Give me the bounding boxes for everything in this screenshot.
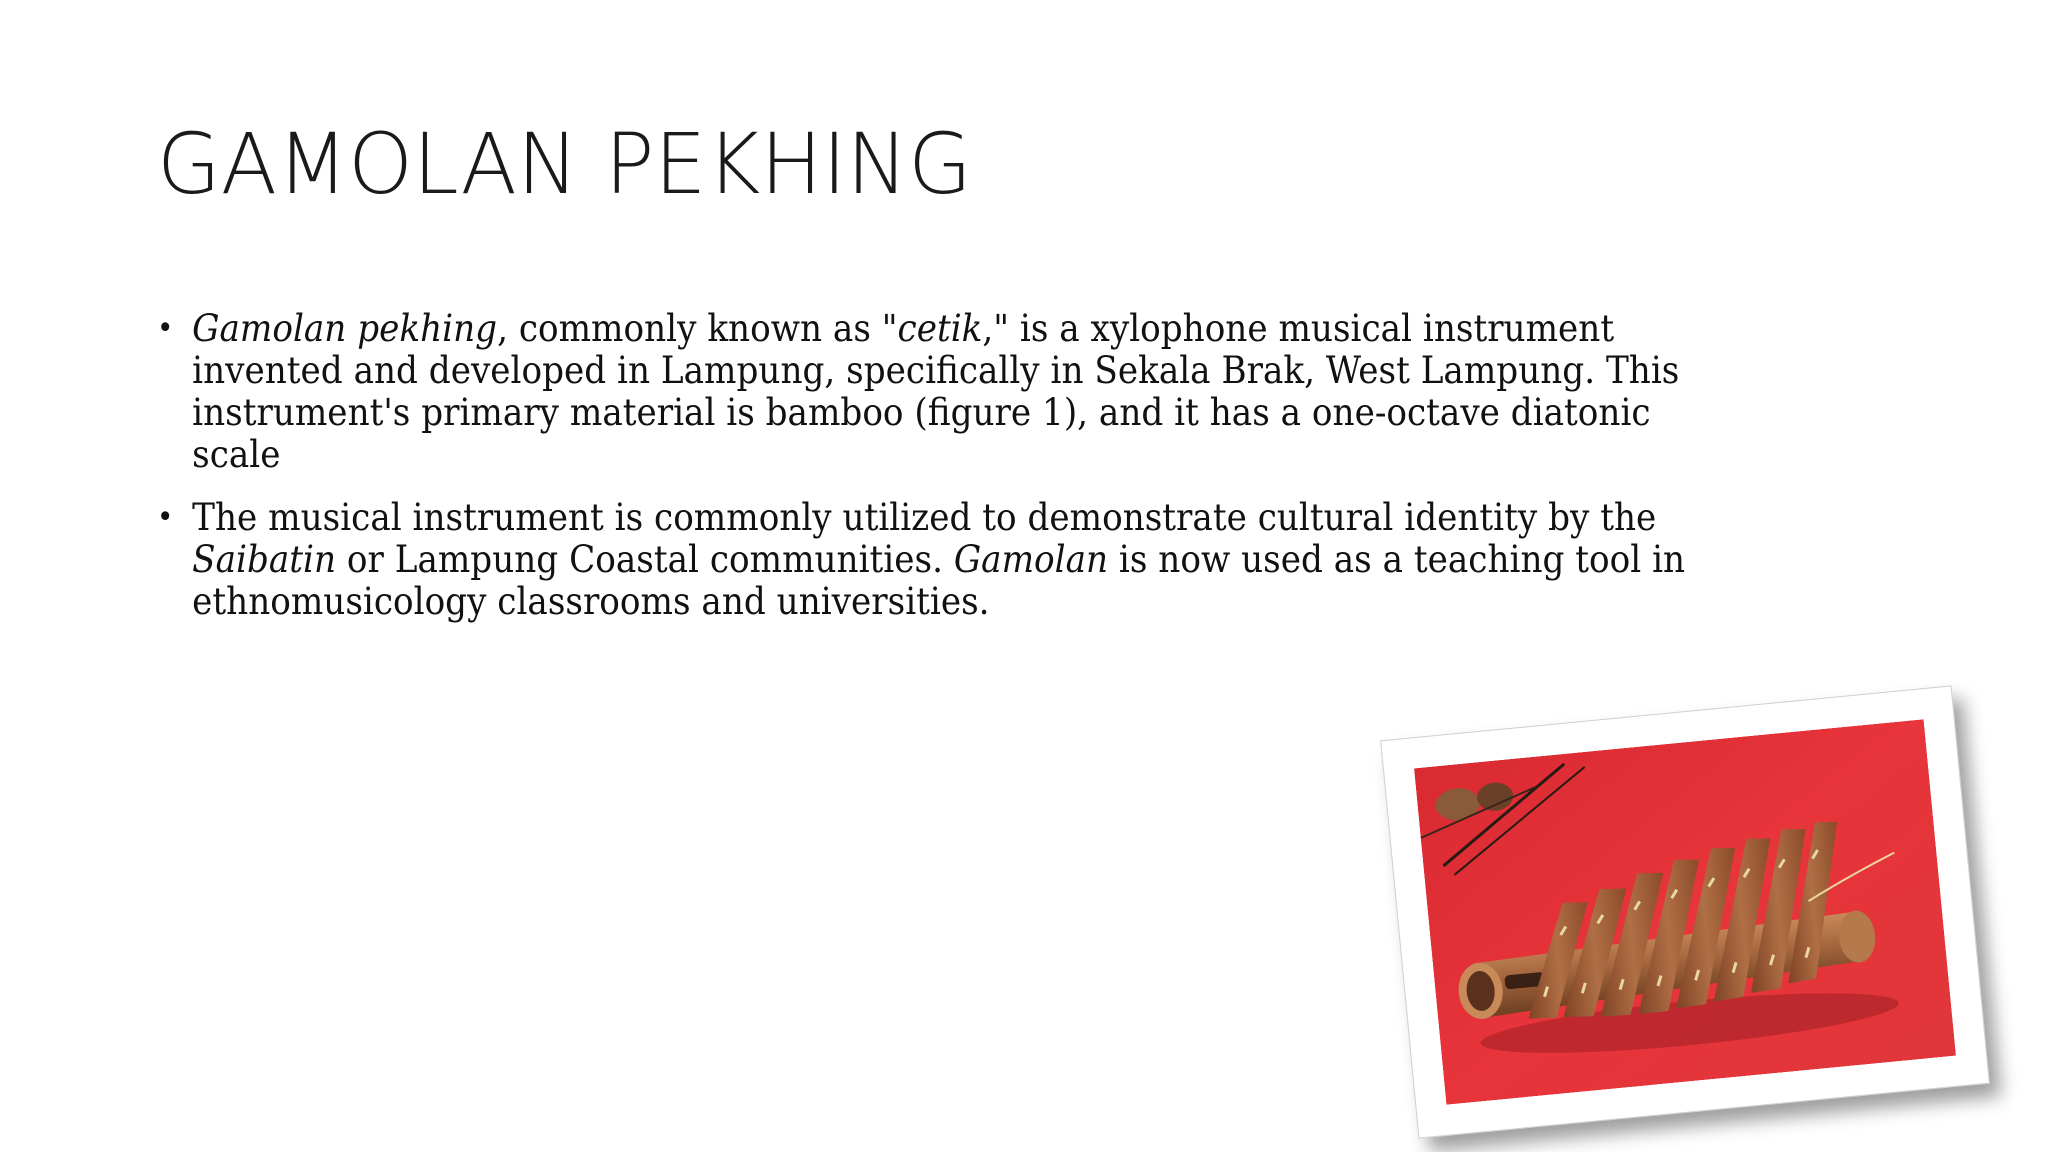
bullet-text: The musical instrument is commonly utilized to demonstrate cultural identity by the bbox=[192, 496, 1657, 539]
bullet-text-italic: Gamolan pekhing bbox=[192, 307, 498, 350]
bullet-dot-icon: • bbox=[157, 311, 174, 346]
bullet-list bbox=[157, 308, 1730, 644]
figure-photo-frame bbox=[1380, 685, 1990, 1138]
bullet-text: is now used as a teaching tool in ethnomusicology classrooms and universities. bbox=[192, 538, 1686, 623]
bullet-item bbox=[157, 308, 1730, 476]
bullet-dot-icon: • bbox=[157, 500, 174, 535]
xylophone-illustration bbox=[1414, 719, 1956, 1105]
bullet-text: or Lampung Coastal communities. bbox=[336, 538, 954, 581]
bullet-text-italic: Saibatin bbox=[192, 538, 337, 581]
slide-title: GAMOLAN PEKHING bbox=[157, 115, 972, 213]
bullet-item bbox=[157, 497, 1730, 623]
bullet-text: , commonly known as " bbox=[497, 307, 898, 350]
gamolan-photo bbox=[1414, 719, 1956, 1105]
bullet-text-italic: cetik bbox=[897, 307, 983, 350]
bullet-text-italic: Gamolan bbox=[953, 538, 1109, 581]
bullet-text: ," is a xylophone musical instrument invented and developed in Lampung, specifically in Sekala Brak, West Lampung. This instrument's primary material is bamboo (figure 1), and it has a one-octave diatonic scale bbox=[192, 307, 1680, 476]
